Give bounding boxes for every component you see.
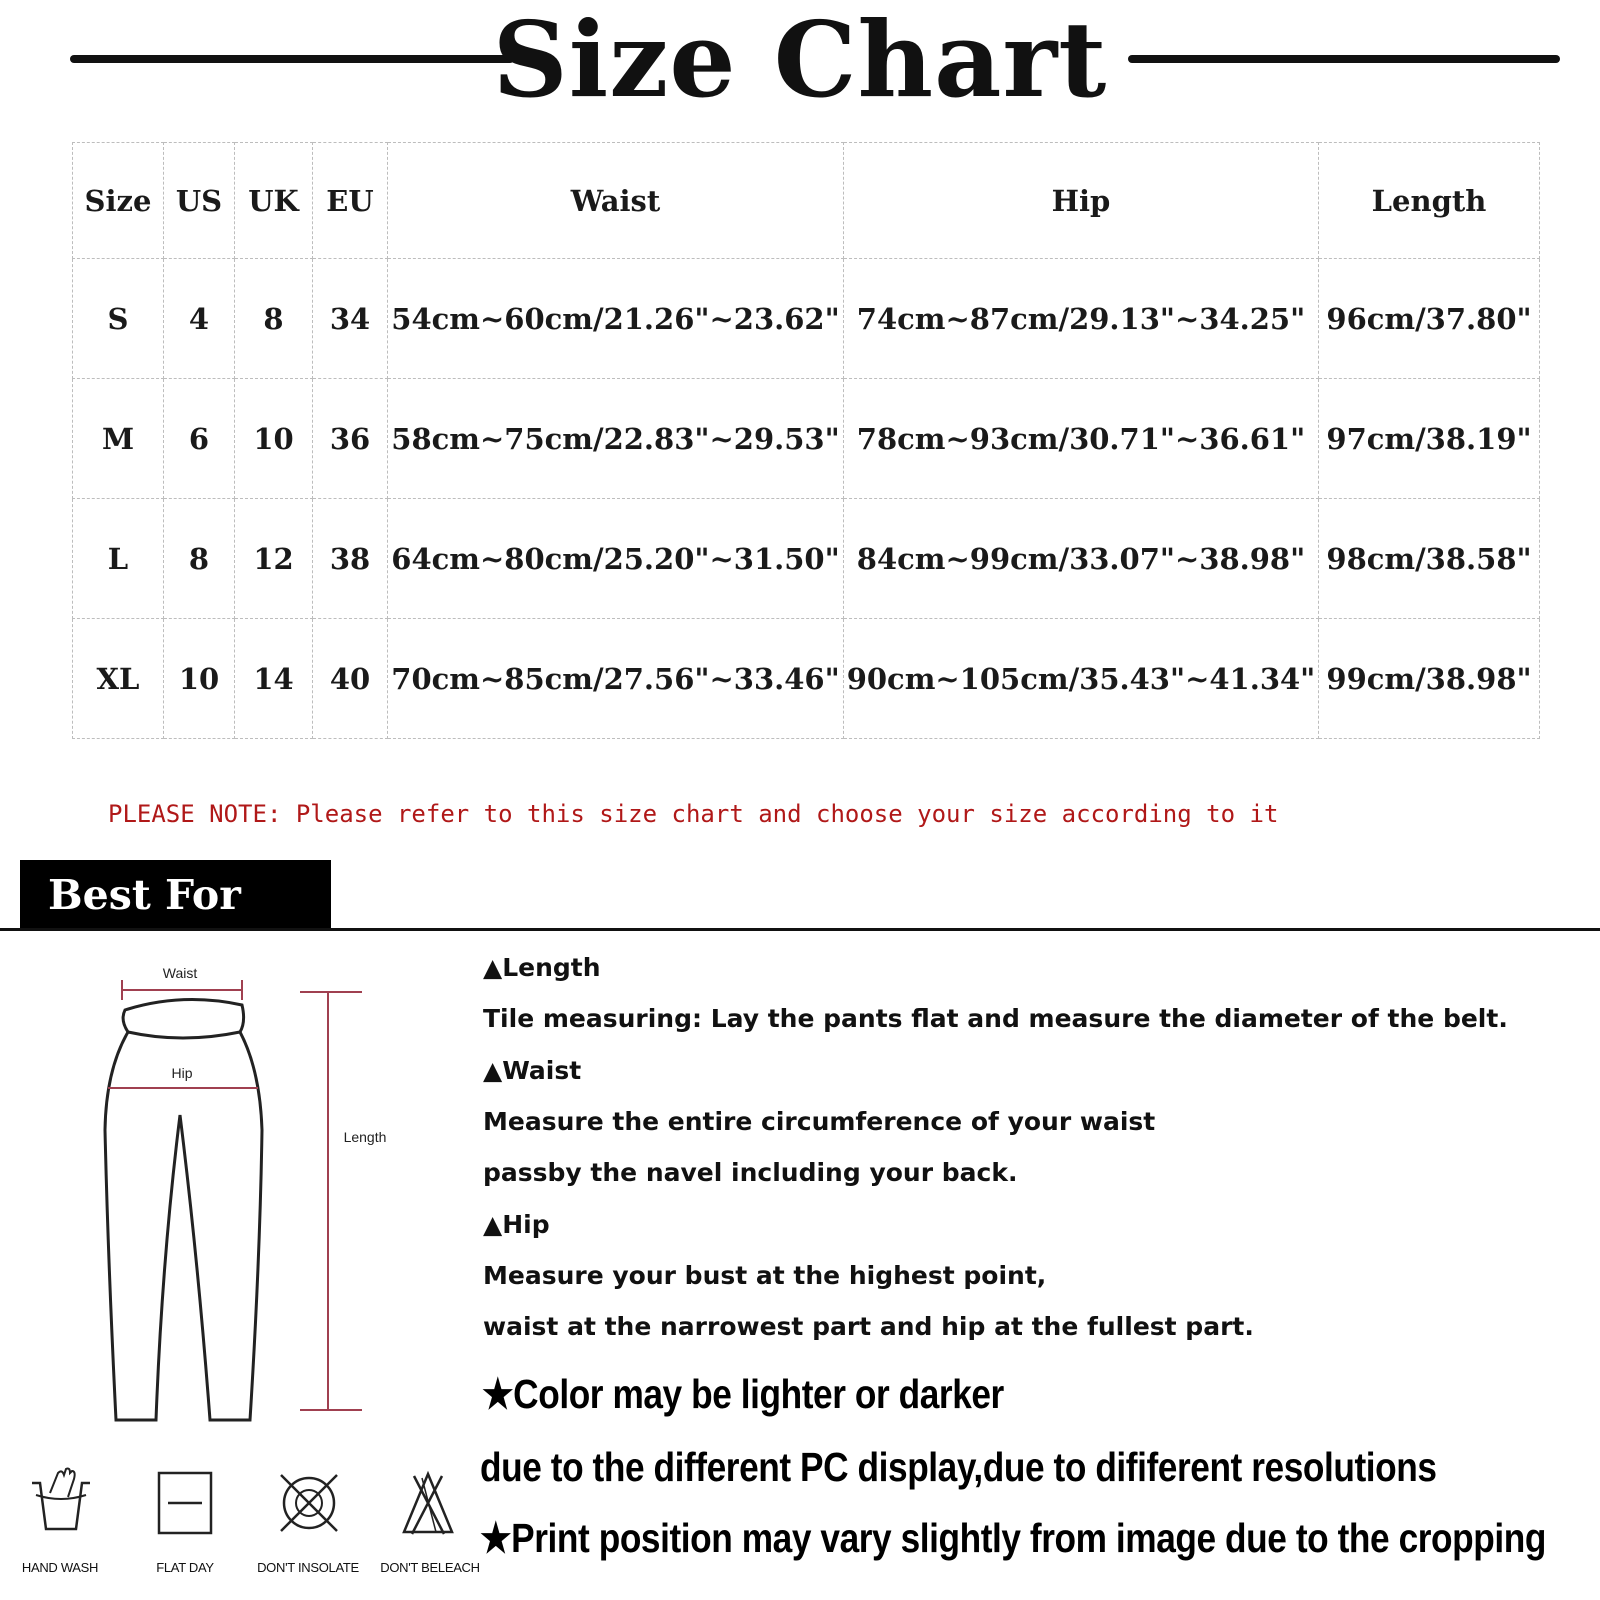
- table-cell: 98cm/38.58": [1319, 499, 1540, 619]
- table-cell: 90cm~105cm/35.43"~41.34": [844, 619, 1319, 739]
- hip-instruction-2: waist at the narrowest part and hip at the fullest part.: [483, 1312, 1254, 1341]
- table-cell: 40: [313, 619, 388, 739]
- dont-bleach-label: DON'T BELEACH: [380, 1560, 480, 1575]
- hip-diagram-label: Hip: [171, 1065, 193, 1081]
- page-title: Size Chart: [492, 0, 1108, 121]
- flat-dry-label: FLAT DAY: [156, 1560, 214, 1575]
- table-cell: 8: [235, 259, 313, 379]
- header-waist: Waist: [388, 143, 844, 259]
- table-row: [73, 619, 1540, 739]
- color-notice: ★Color may be lighter or darker: [482, 1371, 1004, 1417]
- table-cell: 54cm~60cm/21.26"~23.62": [388, 259, 844, 379]
- hand-wash-icon: [28, 1465, 94, 1535]
- waist-diagram-label: Waist: [162, 965, 198, 981]
- flat-dry-icon: [156, 1470, 214, 1536]
- header-us: US: [164, 143, 235, 259]
- table-row: [73, 259, 1540, 379]
- table-cell: 74cm~87cm/29.13"~34.25": [844, 259, 1319, 379]
- table-cell: 34: [313, 259, 388, 379]
- header-hip: Hip: [844, 143, 1319, 259]
- table-cell: M: [73, 379, 164, 499]
- header-uk: UK: [235, 143, 313, 259]
- table-cell: 58cm~75cm/22.83"~29.53": [388, 379, 844, 499]
- display-notice: due to the different PC display,due to dififerent resolutions: [480, 1444, 1437, 1490]
- table-cell: 96cm/37.80": [1319, 259, 1540, 379]
- table-cell: XL: [73, 619, 164, 739]
- table-cell: L: [73, 499, 164, 619]
- header-length: Length: [1319, 143, 1540, 259]
- dont-bleach-icon: [400, 1470, 456, 1538]
- size-table: [72, 142, 1540, 739]
- length-instruction: Tile measuring: Lay the pants flat and measure the diameter of the belt.: [483, 1004, 1508, 1033]
- table-cell: 36: [313, 379, 388, 499]
- table-cell: 10: [235, 379, 313, 499]
- hand-wash-label: HAND WASH: [21, 1560, 99, 1575]
- header-eu: EU: [313, 143, 388, 259]
- header-size: Size: [73, 143, 164, 259]
- table-cell: 78cm~93cm/30.71"~36.61": [844, 379, 1319, 499]
- length-diagram-label: Length: [343, 1129, 387, 1145]
- print-notice: ★Print position may vary slightly from image due to the cropping: [480, 1515, 1546, 1561]
- section-rule: [0, 928, 1600, 931]
- table-cell: 8: [164, 499, 235, 619]
- waist-instruction-2: passby the navel including your back.: [483, 1158, 1018, 1187]
- table-cell: 14: [235, 619, 313, 739]
- waist-instruction-1: Measure the entire circumference of your waist: [483, 1107, 1156, 1136]
- length-heading: ▲Length: [483, 953, 601, 982]
- table-cell: 99cm/38.98": [1319, 619, 1540, 739]
- table-cell: 84cm~99cm/33.07"~38.98": [844, 499, 1319, 619]
- table-cell: 6: [164, 379, 235, 499]
- hip-heading: ▲Hip: [483, 1210, 550, 1239]
- hip-instruction-1: Measure your bust at the highest point,: [483, 1261, 1047, 1290]
- table-cell: 12: [235, 499, 313, 619]
- pants-measurement-diagram: [90, 960, 410, 1430]
- table-cell: 64cm~80cm/25.20"~31.50": [388, 499, 844, 619]
- dont-insolate-icon: [276, 1470, 342, 1536]
- table-cell: 4: [164, 259, 235, 379]
- table-row: [73, 379, 1540, 499]
- table-header-row: [73, 143, 1540, 259]
- best-for-you-tab: Best For You: [20, 860, 331, 930]
- dont-insolate-label: DON'T INSOLATE: [257, 1560, 359, 1575]
- table-cell: S: [73, 259, 164, 379]
- size-note: PLEASE NOTE: Please refer to this size chart and choose your size according to it: [108, 800, 1279, 828]
- table-cell: 70cm~85cm/27.56"~33.46": [388, 619, 844, 739]
- table-cell: 38: [313, 499, 388, 619]
- table-row: [73, 499, 1540, 619]
- table-cell: 97cm/38.19": [1319, 379, 1540, 499]
- waist-heading: ▲Waist: [483, 1056, 582, 1085]
- table-cell: 10: [164, 619, 235, 739]
